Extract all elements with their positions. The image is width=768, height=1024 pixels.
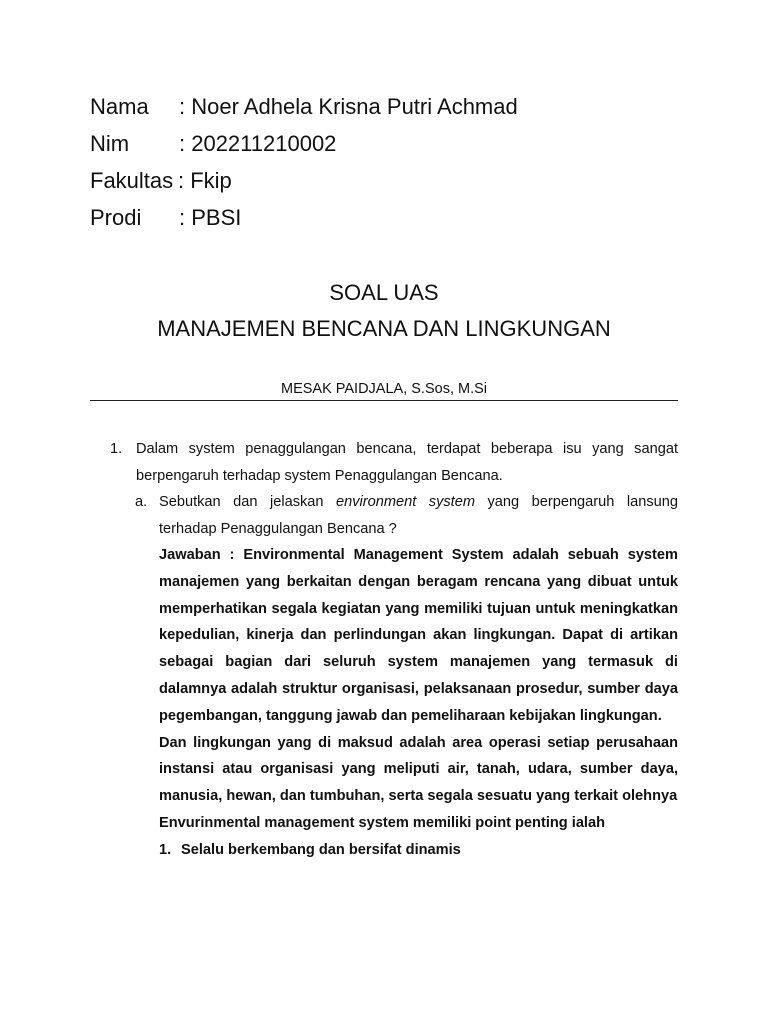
question-1a-text (159, 489, 678, 542)
answer-paragraph-2: Dan lingkungan yang di maksud adalah area operasi setiap perusahaan instansi atau organisasi yang meliputi air, tanah, udara, sumber daya, manusia, hewan, dan tumbuhan, serta segala sesuatu yang terkait olehnya (159, 734, 678, 805)
answer-list-item-number: 1. (159, 841, 172, 858)
lecturer-name: MESAK PAIDJALA, S.Sos, M.Si (280, 381, 488, 397)
question-1a-italic-term: environment system (336, 494, 476, 510)
question-1a-letter: a. (135, 494, 148, 510)
nama-value: : Noer Adhela Krisna Putri Achmad (179, 94, 518, 119)
answer-block (159, 542, 678, 864)
nim-value: : 202211210002 (179, 131, 337, 156)
prodi-label: Prodi (90, 205, 142, 230)
prodi-value: : PBSI (179, 205, 242, 230)
question-1a-text-end: yang berpengaruh lansung terhadap Penaggulangan Bencana ? (159, 494, 678, 537)
answer-paragraph-3: Envurinmental management system memiliki point penting ialah (159, 814, 606, 831)
exam-title: SOAL UAS (329, 280, 439, 305)
answer-list-item-text: Selalu berkembang dan bersifat dinamis (181, 841, 461, 858)
answer-list-item (159, 837, 678, 864)
nim-label: Nim (90, 131, 130, 156)
fakultas-value: : Fkip (178, 168, 232, 193)
question-1-number: 1. (110, 441, 123, 457)
header-divider (90, 400, 678, 401)
question-1-text: Dalam system penaggulangan bencana, terdapat beberapa isu yang sangat berpengaruh terhadap system Penaggulangan Bencana. (136, 441, 678, 484)
course-title: MANAJEMEN BENCANA DAN LINGKUNGAN (157, 316, 611, 341)
answer-paragraph-1: Jawaban : Environmental Management System adalah sebuah system manajemen yang berkaitan dengan beragam rencana yang dibuat untuk memperhatikan segala kegiatan yang memiliki tujuan untuk meningkatkan kepedulian, kinerja dan perlindungan akan lingkungan. Dapat di artikan sebagai bagian dari seluruh system manajemen yang termasuk di dalamnya adalah struktur organisasi, pelaksanaan prosedur, sumber daya pegembangan, tanggung jawab dan pemeliharaan kebijakan lingkungan. (159, 547, 678, 724)
nama-label: Nama (90, 94, 149, 119)
fakultas-label: Fakultas (90, 168, 174, 193)
question-1a-text-start: Sebutkan dan jelaskan (159, 494, 336, 510)
